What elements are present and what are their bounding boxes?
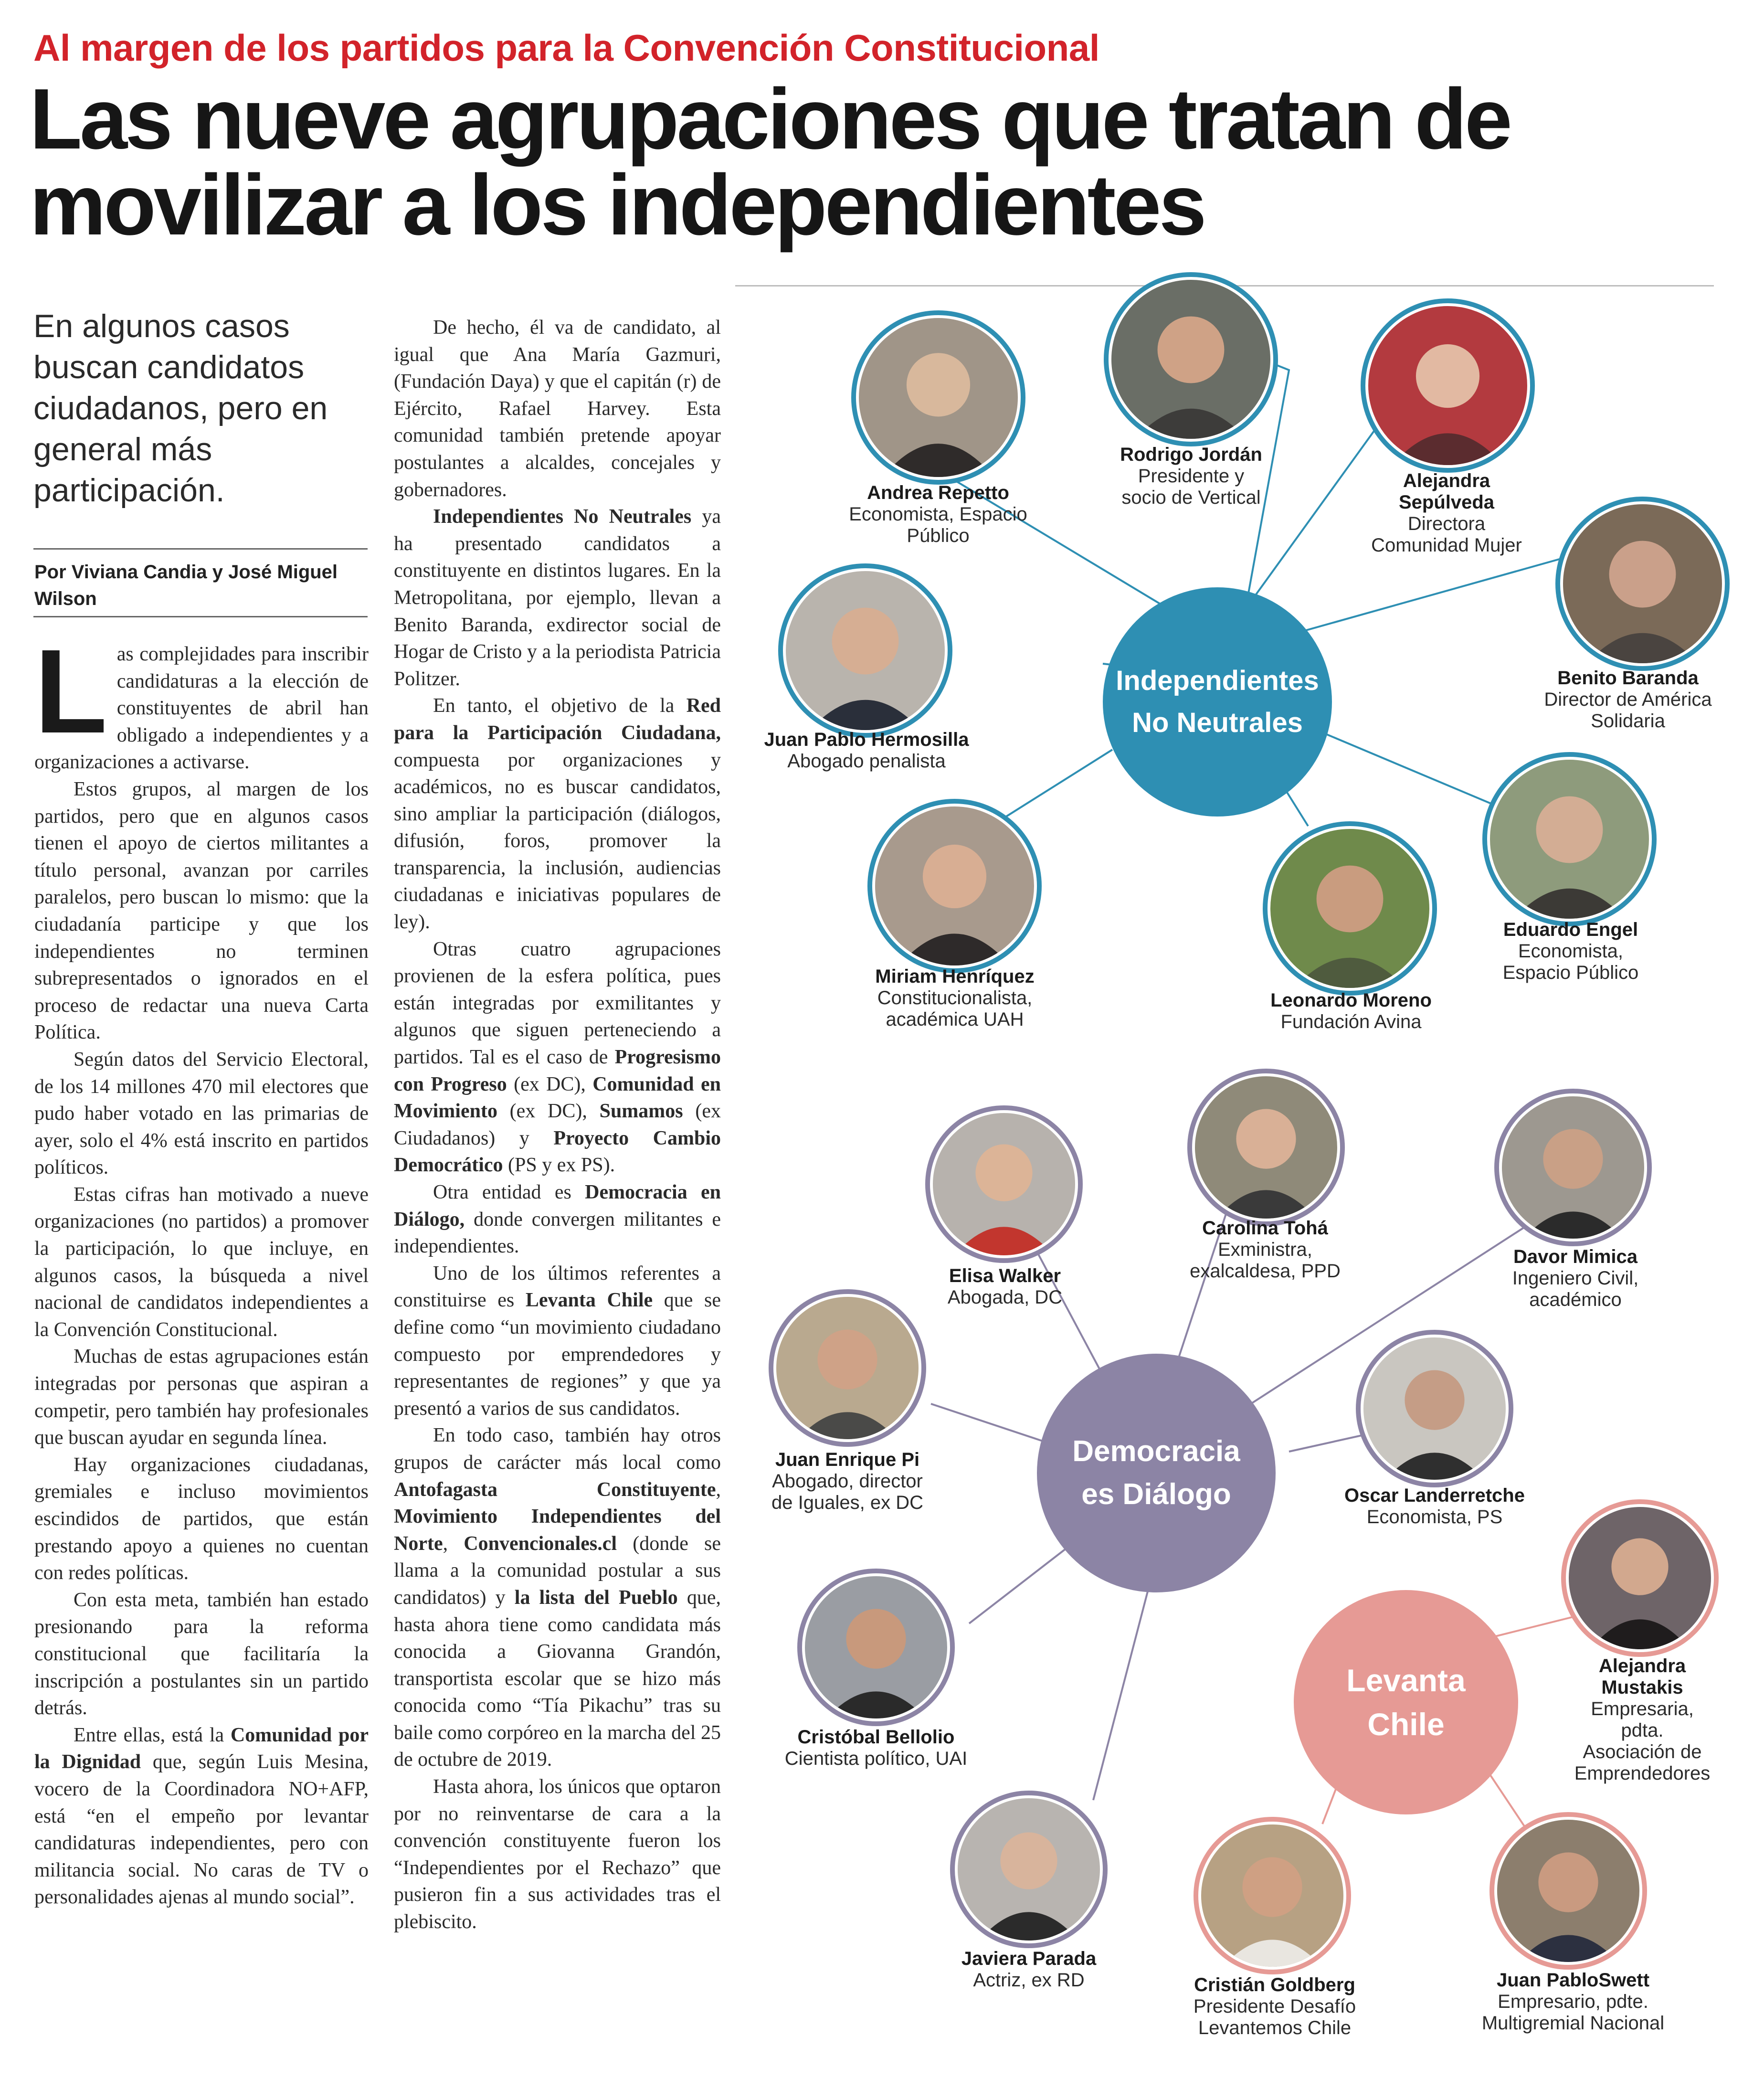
caption-alejandra-mustakis: Alejandra Mustakis Empresaria, pdta. Asociación de Emprendedores — [1574, 1655, 1711, 1784]
article-paragraph: Otra entidad es Democracia en Diálogo, donde convergen militantes e independientes. — [394, 1181, 721, 1258]
caption-cristian-goldberg: Cristián Goldberg Presidente Desafío Levantemos Chile — [1193, 1974, 1356, 2038]
caption-oscar-landerretche: Oscar Landerretche Economista, PS — [1344, 1485, 1525, 1527]
section-kicker: Al margen de los partidos para la Convención Constitucional — [33, 27, 1099, 69]
portrait-miriam-henriquez — [872, 804, 1037, 968]
caption-carolina-toha: Carolina Tohá Exministra, exalcaldesa, PPD — [1190, 1218, 1341, 1282]
portrait-davor-mimica — [1499, 1093, 1647, 1241]
caption-benito-baranda: Benito Baranda Director de América Solidaria — [1544, 668, 1712, 732]
portrait-juan-enrique-pi — [773, 1294, 921, 1442]
portrait-elisa-walker — [930, 1110, 1078, 1258]
portrait-rodrigo-jordan — [1109, 277, 1273, 442]
caption-miriam-henriquez: Miriam Henríquez Constitucionalista, académica UAH — [875, 966, 1035, 1030]
article-paragraph: Hay organizaciones ciudadanas, gremiales e incluso movimientos escindidos de partidos, que están prestando apoyo a quienes no cuentan con redes políticas. — [34, 1453, 369, 1584]
caption-leonardo-moreno: Leonardo Moreno Fundación Avina — [1270, 990, 1432, 1032]
hub-democracia-es-dialogo: Democracia es Diálogo — [1037, 1354, 1276, 1592]
article-paragraph: En tanto, el objetivo de la Red para la Participación Ciudadana, compuesta por organizaciones y académicos, no es buscar candidatos, sino ampliar la participación (diálogos, difusión, foros, promover la transparencia, la inclusión, audiencias ciudadanas e iniciativas populares de ley). — [394, 695, 721, 933]
headline — [30, 71, 1510, 253]
article-paragraph: En todo caso, también hay otros grupos de carácter más local como Antofagasta Constituyente, Movimiento Independientes del Norte, Convencionales.cl (donde se llama a la comunidad postular a sus candidatos) y la lista del Pueblo que, hasta ahora tiene como candidata más conocida a Giovanna Grandón, transportista escolar que se hizo más conocida como “Tía Pikachu” tras su baile como corpóreo en la marcha del 25 de octubre de 2019. — [394, 1424, 721, 1771]
article-paragraph: Entre ellas, está la Comunidad por la Dignidad que, según Luis Mesina, vocero de la Coordinadora NO+AFP, está “en el empeño por levantar candidaturas independientes, pero con militancia social. No caras de TV o personalidades ajenas al mundo social”. — [34, 1724, 369, 1909]
caption-cristobal-bellolio: Cristóbal Bellolio Cientista político, UAI — [784, 1727, 968, 1769]
drop-cap: L — [34, 625, 107, 758]
article-paragraph: Independientes No Neutrales ya ha presentado candidatos a constituyente en distintos lugares. En la Metropolitana, por ejemplo, llevan a Benito Baranda, exdirector social de Hogar de Cristo y a la periodista Patricia Politzer. — [394, 506, 721, 690]
portrait-javiera-parada — [955, 1795, 1103, 1943]
hub-levanta-chile: Levanta Chile — [1294, 1590, 1518, 1814]
portrait-benito-baranda — [1560, 501, 1725, 666]
caption-alejandra-sepulveda: Alejandra Sepúlveda Directora Comunidad Mujer — [1371, 470, 1522, 556]
caption-juan-enrique-pi: Juan Enrique Pi Abogado, director de Iguales, ex DC — [771, 1449, 923, 1513]
byline: Por Viviana Candia y José Miguel Wilson — [34, 562, 338, 609]
caption-elisa-walker: Elisa Walker Abogada, DC — [947, 1265, 1063, 1308]
portrait-alejandra-sepulveda — [1365, 303, 1530, 468]
article-paragraph: Uno de los últimos referentes a constituirse es Levanta Chile que se define como “un movimiento ciudadano compuesto por emprendedores y representantes de regiones” y que ya presentó a varios de sus candidatos. — [394, 1262, 721, 1420]
portrait-juan-pablo-hermosilla — [783, 568, 948, 733]
article-paragraph: Hasta ahora, los únicos que optaron por no reinventarse de cara a la convención constituyente fueron los “Independientes por el Rechazo” que pusieron fin a sus actividades tras el plebiscito. — [394, 1776, 721, 1933]
portrait-alejandra-mustakis — [1566, 1504, 1714, 1652]
portrait-carolina-toha — [1192, 1073, 1340, 1221]
caption-juan-pablo-swett: Juan PabloSwett Empresario, pdte. Multigremial Nacional — [1481, 1970, 1665, 2034]
caption-rodrigo-jordan: Rodrigo Jordán Presidente y socio de Vertical — [1120, 444, 1262, 508]
headline-line-2: movilizar a los independientes — [30, 157, 1204, 253]
article-column-1 — [34, 625, 369, 1911]
article-paragraph: Muchas de estas agrupaciones están integradas por personas que aspiran a competir, pero también hay profesionales que buscan ayudar en segunda línea. — [34, 1346, 369, 1449]
byline-top-rule — [33, 548, 368, 550]
portrait-cristian-goldberg — [1198, 1822, 1346, 1970]
article-paragraph: Otras cuatro agrupaciones provienen de la esfera política, pues están integradas por exmilitantes y algunos que siguen perteneciendo a partidos. Tal es el caso de Progresismo con Progreso (ex DC), Comunidad en Movimiento (ex DC), Sumamos (ex Ciudadanos) y Proyecto Cambio Democrático (PS y ex PS). — [394, 938, 721, 1177]
article-paragraph: Las complejidades para inscribir candidaturas a la elección de constituyentes de abril han obligado a independientes y a organizaciones a activarse. — [34, 625, 369, 774]
caption-javiera-parada: Javiera Parada Actriz, ex RD — [961, 1948, 1097, 1991]
caption-juan-pablo-hermosilla: Juan Pablo Hermosilla Abogado penalista — [764, 729, 969, 772]
headline-line-1: Las nueve agrupaciones que tratan de — [30, 71, 1510, 167]
portrait-andrea-repetto — [856, 315, 1021, 480]
caption-davor-mimica: Davor Mimica Ingeniero Civil, académico — [1512, 1246, 1639, 1310]
portrait-oscar-landerretche — [1361, 1335, 1509, 1483]
article-paragraph: Estas cifras han motivado a nueve organizaciones (no partidos) a promover la participación, lo que incluye, en algunos casos, la búsqueda a nivel nacional de candidatos independientes a la Convención Constitucional. — [34, 1183, 369, 1341]
article-column-2 — [394, 314, 721, 1936]
portrait-leonardo-moreno — [1268, 826, 1432, 991]
portrait-cristobal-bellolio — [802, 1573, 950, 1721]
caption-eduardo-engel: Eduardo Engel Economista, Espacio Público — [1502, 919, 1639, 983]
portrait-juan-pablo-swett — [1494, 1817, 1642, 1965]
deck-summary: En algunos casos buscan candidatos ciudadanos, pero en general más participación. — [33, 308, 328, 509]
article-paragraph: De hecho, él va de candidato, al igual que Ana María Gazmuri, (Fundación Daya) y que el capitán (r) de Ejército, Rafael Harvey. Esta comunidad también pretende apoyar postulantes a alcaldes, concejales y gobernadores. — [394, 317, 721, 501]
article-paragraph: Según datos del Servicio Electoral, de los 14 millones 470 mil electores que pudo haber votado en las primarias de ayer, solo el 4% está inscrito en partidos políticos. — [34, 1048, 369, 1179]
article-paragraph: Estos grupos, al margen de los partidos, pero que en algunos casos tienen el apoyo de ciertos militantes a título personal, avanzan por carriles paralelos, pero buscan lo mismo: que la ciudadanía participe y que los independientes no terminen subrepresentados o ignorados en el proceso de redactar una nueva Carta Política. — [34, 778, 369, 1044]
byline-bottom-rule — [33, 616, 368, 617]
caption-andrea-repetto: Andrea Repetto Economista, Espacio Público — [849, 482, 1027, 546]
hub-independientes-no-neutrales: Independientes No Neutrales — [1103, 587, 1332, 817]
portrait-eduardo-engel — [1487, 757, 1652, 922]
article-paragraph: Con esta meta, también han estado presionando para la reforma constitucional que facilitaría la inscripción a postulantes sin un partido detrás. — [34, 1589, 369, 1719]
